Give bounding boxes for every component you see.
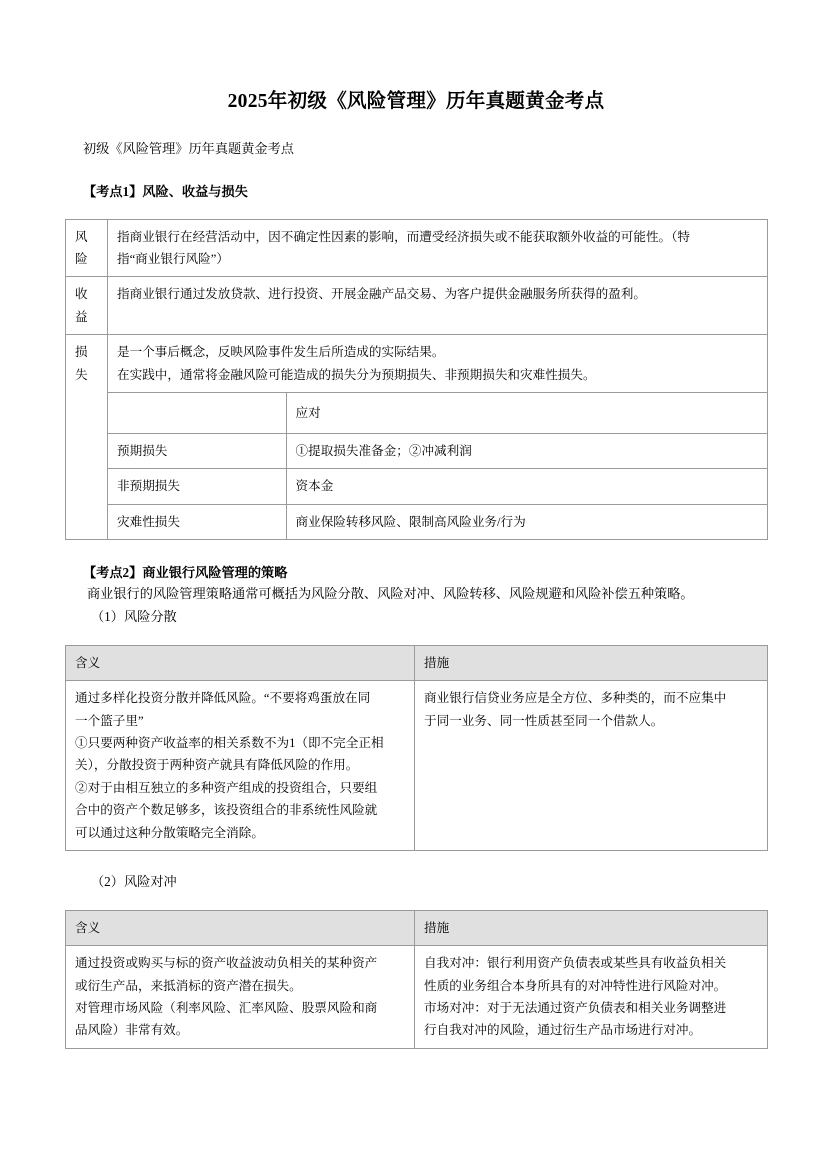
text-line: 品风险）非常有效。 [75,1023,189,1038]
row-content-loss [108,335,768,540]
text-line: 在实践中，通常将金融风险可能造成的损失分为预期损失、非预期损失和灾难性损失。 [117,367,596,382]
table-loss-types [108,393,767,539]
table-row [66,946,768,1049]
text-line: 或衍生产品，来抵消标的资产潜在损失。 [75,978,302,993]
loss-response-unexpected: 资本金 [286,469,767,504]
text-line: ②对于由相互独立的多种资产组成的投资组合，只要组 [75,780,378,795]
loss-header-response: 应对 [286,393,767,434]
column-header-meaning: 含义 [66,910,415,945]
kaodian-1-heading: 【考点1】风险、收益与损失 [83,184,248,200]
spacer [65,894,767,910]
loss-response-expected: ①提取损失准备金；②冲减利润 [286,433,767,468]
row-label-risk: 风险 [66,219,108,277]
table-row [108,504,767,539]
kaodian-2-intro: 商业银行的风险管理策略通常可概括为风险分散、风险对冲、风险转移、风险规避和风险补偿五种策略。 [87,586,694,602]
text-line: 商业银行信贷业务应是全方位、多种类的，而不应集中 [424,691,727,706]
table-row [66,277,768,335]
text-line: 指“商业银行风险”） [117,251,229,266]
cell-meaning [66,946,415,1049]
table-header-row [66,910,768,945]
column-header-measure: 措施 [415,910,768,945]
table-row [108,469,767,504]
text-line: 合中的资产个数足够多，该投资组合的非系统性风险就 [75,803,378,818]
text-line: 一个篮子里” [75,713,144,728]
table-row [108,393,767,434]
document-subtitle: 初级《风险管理》历年真题黄金考点 [83,141,294,157]
text-line: 市场对冲：对于无法通过资产负债表和相关业务调整进 [424,1000,727,1015]
text-line: 于同一业务、同一性质甚至同一个借款人。 [424,713,664,728]
table-risk-diversification [65,645,768,851]
table-risk-return-loss [65,219,768,541]
text-line: 通过多样化投资分散并降低风险。“不要将鸡蛋放在同 [75,691,371,706]
kaodian-2-heading: 【考点2】商业银行风险管理的策略 [83,565,288,581]
page-title: 2025年初级《风险管理》历年真题黄金考点 [227,91,605,112]
text-line: 指商业银行在经营活动中，因不确定性因素的影响，而遭受经济损失或不能获取额外收益的可能性。（特 [117,229,691,244]
spacer [65,851,767,871]
row-label-return: 收益 [66,277,108,335]
cell-measure [415,946,768,1049]
text-line: 对管理市场风险（利率风险、汇率风险、股票风险和商 [75,1000,378,1015]
document-content [65,0,767,1049]
text-line: 是一个事后概念，反映风险事件发生后所造成的实际结果。 [117,345,445,360]
table-row [66,335,768,540]
row-label-loss: 损失 [66,335,108,540]
loss-type-unexpected: 非预期损失 [108,469,286,504]
row-content-risk [108,219,768,277]
text-line: 指商业银行通过发放贷款、进行投资、开展金融产品交易、为客户提供金融服务所获得的盈利。 [117,287,646,302]
text-line: 可以通过这种分散策略完全消除。 [75,825,264,840]
text-line: 关），分散投资于两种资产就具有降低风险的作用。 [75,758,359,773]
text-line: 自我对冲：银行利用资产负债表或某些具有收益负相关 [424,956,727,971]
text-line: 通过投资或购买与标的资产收益波动负相关的某种资产 [75,956,378,971]
table-risk-hedging [65,910,768,1049]
row-content-return [108,277,768,335]
sub-label-risk-hedging: （2）风险对冲 [91,873,177,889]
sub-label-risk-diversification: （1）风险分散 [91,609,177,625]
text-line: 行自我对冲的风险，通过衍生产品市场进行对冲。 [424,1023,702,1038]
text-line: 性质的业务组合本身所具有的对冲特性进行风险对冲。 [424,978,727,993]
table-row [66,681,768,851]
loss-response-catastrophic: 商业保险转移风险、限制高风险业务/行为 [286,504,767,539]
column-header-measure: 措施 [415,645,768,680]
loss-type-catastrophic: 灾难性损失 [108,504,286,539]
table-row [66,219,768,277]
loss-intro [108,335,767,393]
loss-header-blank [108,393,286,434]
table-header-row [66,645,768,680]
cell-measure [415,681,768,851]
column-header-meaning: 含义 [66,645,415,680]
spacer [65,629,767,645]
spacer [65,203,767,219]
loss-type-expected: 预期损失 [108,433,286,468]
cell-meaning [66,681,415,851]
table-row [108,433,767,468]
text-line: ①只要两种资产收益率的相关系数不为1（即不完全正相 [75,735,384,750]
